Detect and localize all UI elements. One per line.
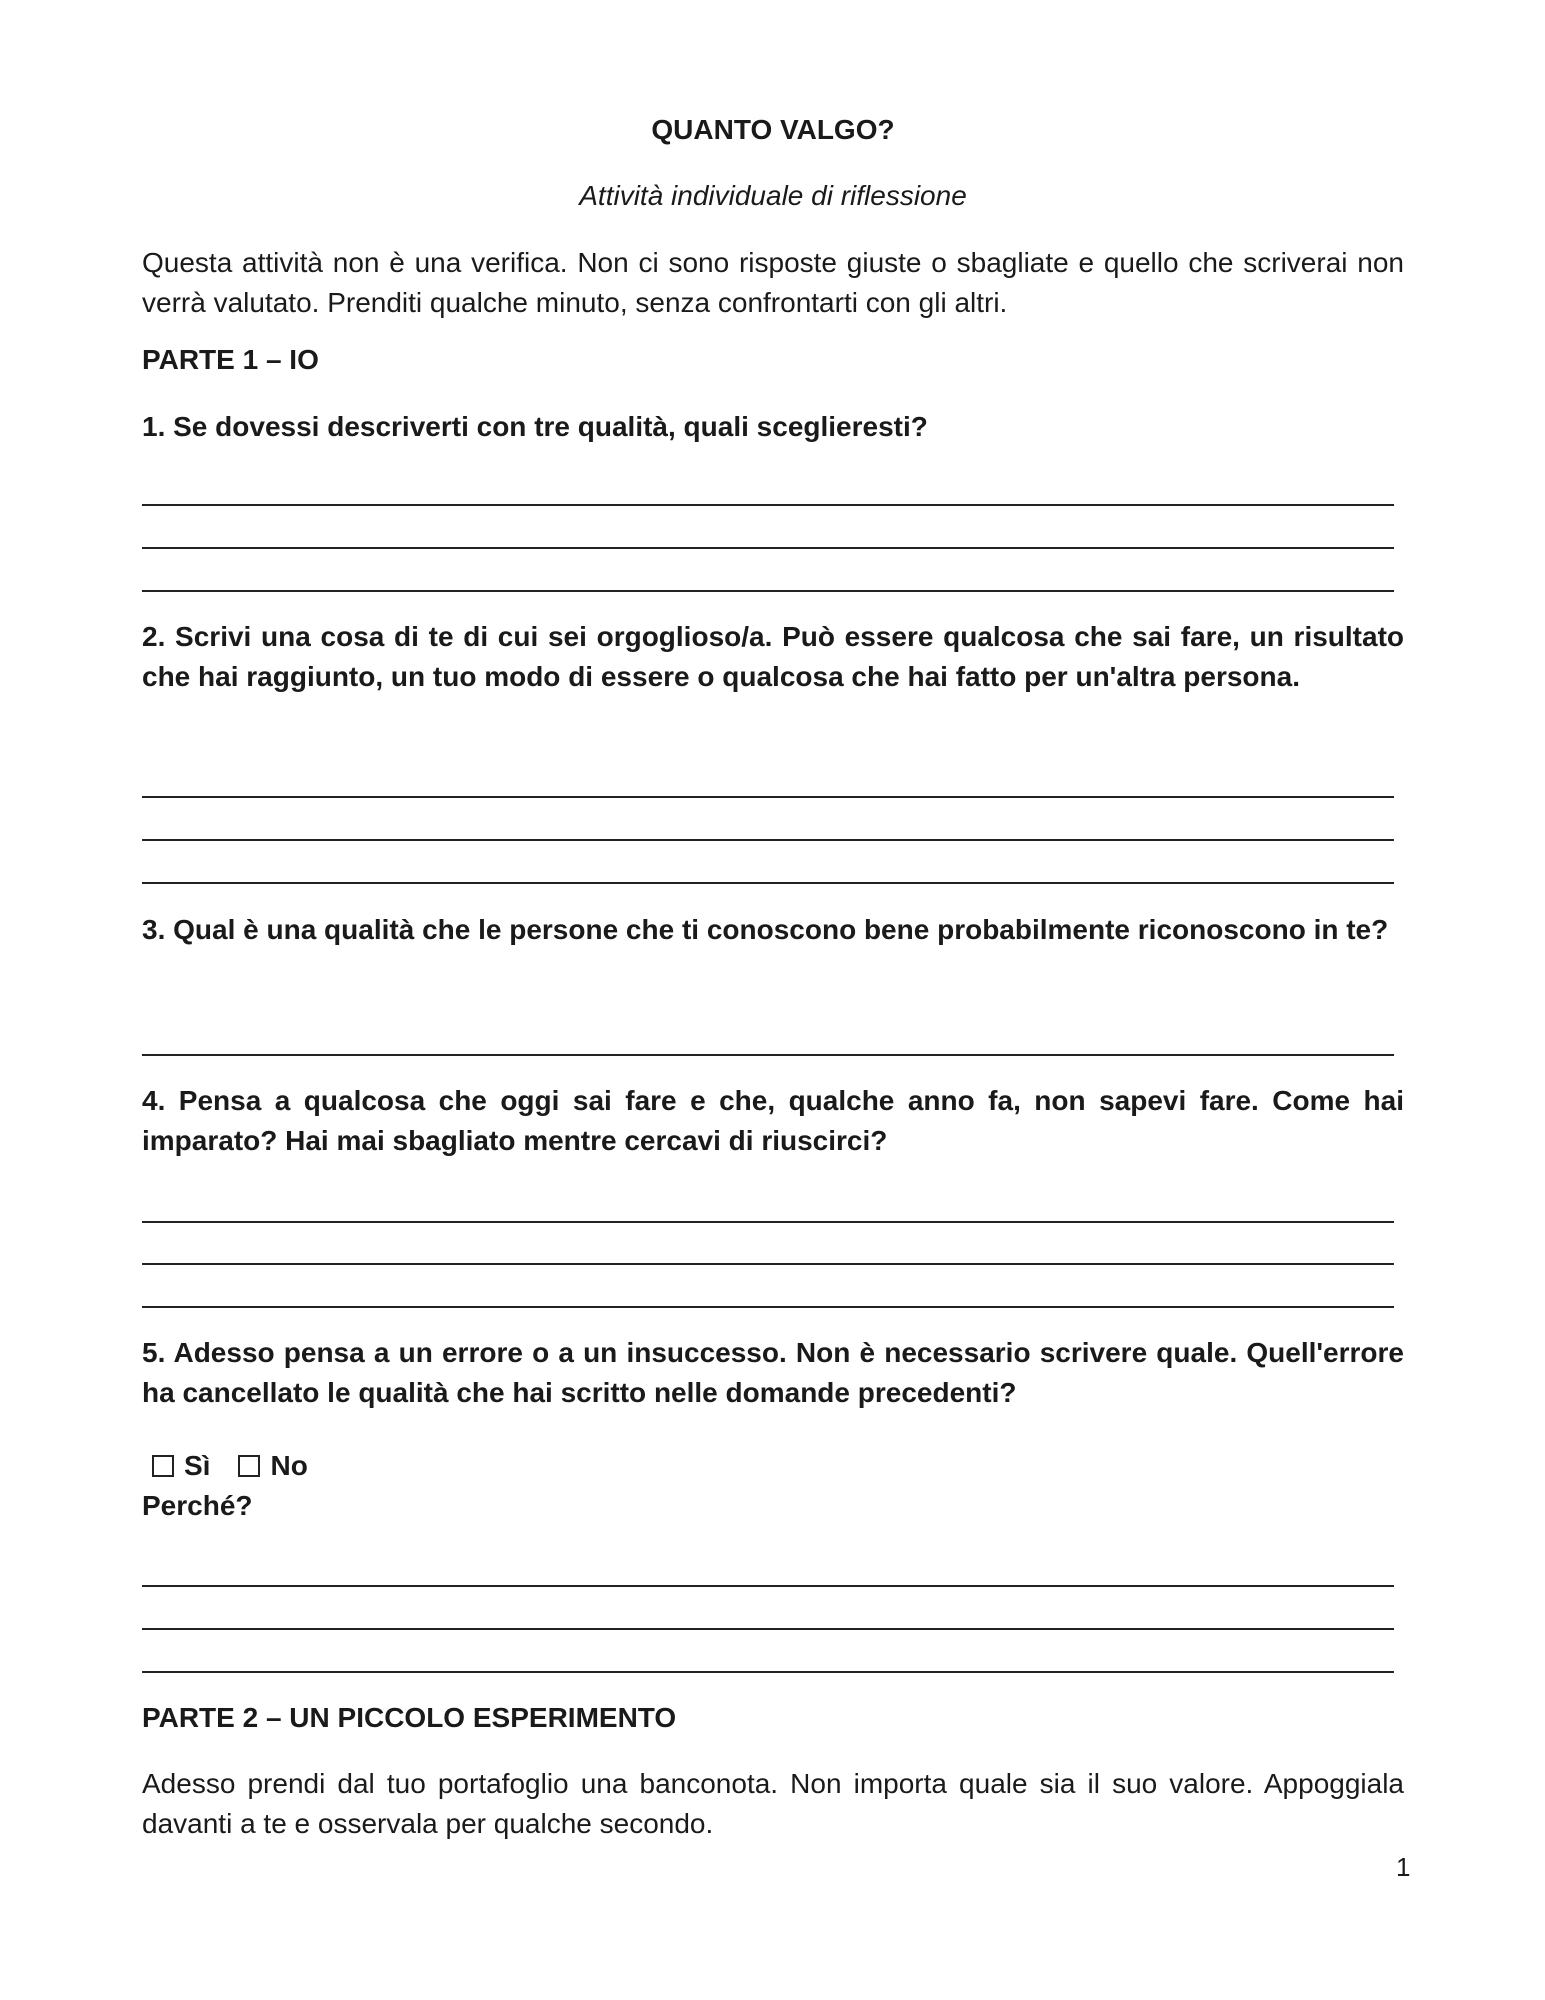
yes-no-options: [152, 1450, 308, 1482]
why-label: Perché?: [142, 1490, 253, 1521]
option-yes-label: Sì: [184, 1450, 211, 1481]
checkbox-icon[interactable]: [152, 1455, 174, 1477]
question-2: 2. Scrivi una cosa di te di cui sei orgoglioso/a. Può essere qualcosa che sai fare, un risultato che hai raggiunto, un tuo modo di essere o qualcosa che hai fatto per un'altra persona.: [142, 621, 1404, 692]
page-title: QUANTO VALGO?: [651, 114, 895, 145]
option-no[interactable]: [238, 1450, 307, 1482]
part2-paragraph: Adesso prendi dal tuo portafoglio una banconota. Non importa quale sia il suo valore. Appoggiala davanti a te e osservala per qualche secondo.: [142, 1768, 1404, 1839]
checkbox-icon[interactable]: [238, 1455, 260, 1477]
page-number: 1: [1396, 1852, 1411, 1882]
answer-line[interactable]: [142, 1585, 1394, 1587]
answer-line[interactable]: [142, 504, 1394, 506]
answer-line[interactable]: [142, 1671, 1394, 1673]
question-1: 1. Se dovessi descriverti con tre qualità, quali sceglieresti?: [142, 411, 928, 442]
question-4: 4. Pensa a qualcosa che oggi sai fare e che, qualche anno fa, non sapevi fare. Come hai imparato? Hai mai sbagliato mentre cercavi di riuscirci?: [142, 1085, 1404, 1156]
intro-paragraph: Questa attività non è una verifica. Non ci sono risposte giuste o sbagliate e quello che scriverai non verrà valutato. Prenditi qualche minuto, senza confrontarti con gli altri.: [142, 247, 1404, 318]
answer-line[interactable]: [142, 1263, 1394, 1265]
answer-line[interactable]: [142, 882, 1394, 884]
answer-line[interactable]: [142, 590, 1394, 592]
part2-heading: PARTE 2 – UN PICCOLO ESPERIMENTO: [142, 1702, 677, 1733]
page-subtitle: Attività individuale di riflessione: [579, 180, 967, 211]
answer-line[interactable]: [142, 1306, 1394, 1308]
option-yes[interactable]: [152, 1450, 210, 1482]
answer-line[interactable]: [142, 547, 1394, 549]
part1-heading: PARTE 1 – IO: [142, 344, 319, 375]
option-no-label: No: [270, 1450, 308, 1481]
question-3: 3. Qual è una qualità che le persone che ti conoscono bene probabilmente riconoscono in te?: [142, 914, 1389, 945]
answer-line[interactable]: [142, 1628, 1394, 1630]
answer-line[interactable]: [142, 839, 1394, 841]
answer-line[interactable]: [142, 796, 1394, 798]
document-page: [142, 0, 1411, 2000]
answer-line[interactable]: [142, 1054, 1394, 1056]
answer-line[interactable]: [142, 1221, 1394, 1223]
question-5: 5. Adesso pensa a un errore o a un insuccesso. Non è necessario scrivere quale. Quell'errore ha cancellato le qualità che hai scritto nelle domande precedenti?: [142, 1337, 1404, 1408]
